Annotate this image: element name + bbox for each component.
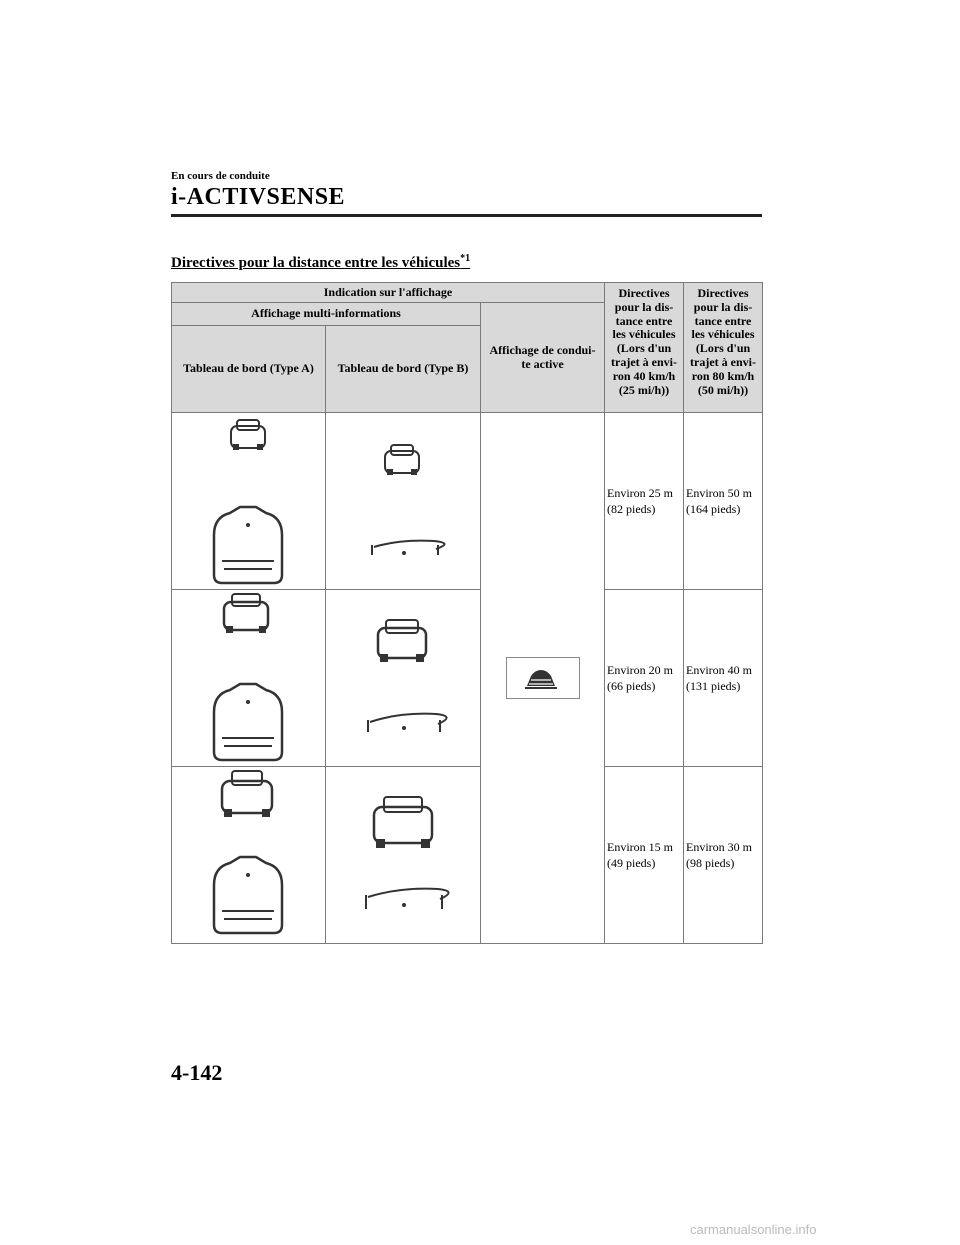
- own-car-hood-icon: [366, 889, 449, 909]
- lead-car-icon: [378, 620, 426, 662]
- type-b-graphic-near: [326, 767, 481, 944]
- header-distance-40: Directives pour la dis- tance entre les véhicules (Lors d'un trajet à envi- ron 40 km/h (25 mi/h)): [605, 283, 684, 413]
- type-b-graphic-mid: [326, 590, 481, 767]
- page-title: i-ACTIVSENSE: [171, 184, 346, 210]
- header-type-a: Tableau de bord (Type A): [172, 326, 326, 413]
- type-a-graphic-near: [172, 767, 326, 944]
- header-indication: Indication sur l'affichage: [172, 283, 605, 303]
- section-title: [171, 253, 470, 272]
- lead-car-icon: [224, 594, 268, 633]
- distance-guideline-table: [171, 282, 763, 944]
- own-car-hood-icon: [372, 541, 445, 555]
- own-car-hood-icon: [368, 714, 447, 732]
- lead-car-icon: [231, 420, 265, 450]
- type-a-graphic-far: [172, 413, 326, 590]
- distance-indicator-icon: [525, 670, 557, 688]
- table-row: [172, 767, 763, 944]
- active-driving-display: [506, 657, 580, 699]
- distance-80-cell: Environ 50 m (164 pieds): [684, 413, 763, 590]
- distance-40-cell: Environ 25 m (82 pieds): [605, 413, 684, 590]
- watermark: carmanualsonline.info: [690, 1222, 817, 1237]
- header-type-b: Tableau de bord (Type B): [326, 326, 481, 413]
- table-row: [172, 590, 763, 767]
- table-row: [172, 413, 763, 590]
- own-car-icon: [214, 857, 282, 933]
- lead-car-icon: [222, 771, 272, 817]
- footnote-mark: *1: [460, 253, 471, 264]
- type-a-graphic-mid: [172, 590, 326, 767]
- page-number: 4-142: [171, 1060, 223, 1085]
- header-multi-info: Affichage multi-informations: [172, 303, 481, 326]
- type-b-graphic-far: [326, 413, 481, 590]
- active-driving-display-cell: [481, 413, 605, 944]
- lead-car-icon: [385, 445, 419, 475]
- section-title-text: Directives pour la distance entre les véhicules: [171, 255, 461, 271]
- distance-40-cell: Environ 15 m (49 pieds): [605, 767, 684, 944]
- breadcrumb: En cours de conduite: [171, 170, 270, 182]
- own-car-icon: [214, 684, 282, 760]
- title-rule: [171, 214, 762, 217]
- header-distance-80: Directives pour la dis- tance entre les véhicules (Lors d'un trajet à envi- ron 80 km/h (50 mi/h)): [684, 283, 763, 413]
- header-active-driving: Affichage de condui- te active: [481, 303, 605, 413]
- own-car-icon: [214, 507, 282, 583]
- distance-80-cell: Environ 30 m (98 pieds): [684, 767, 763, 944]
- lead-car-icon: [374, 797, 432, 848]
- distance-40-cell: Environ 20 m (66 pieds): [605, 590, 684, 767]
- distance-80-cell: Environ 40 m (131 pieds): [684, 590, 763, 767]
